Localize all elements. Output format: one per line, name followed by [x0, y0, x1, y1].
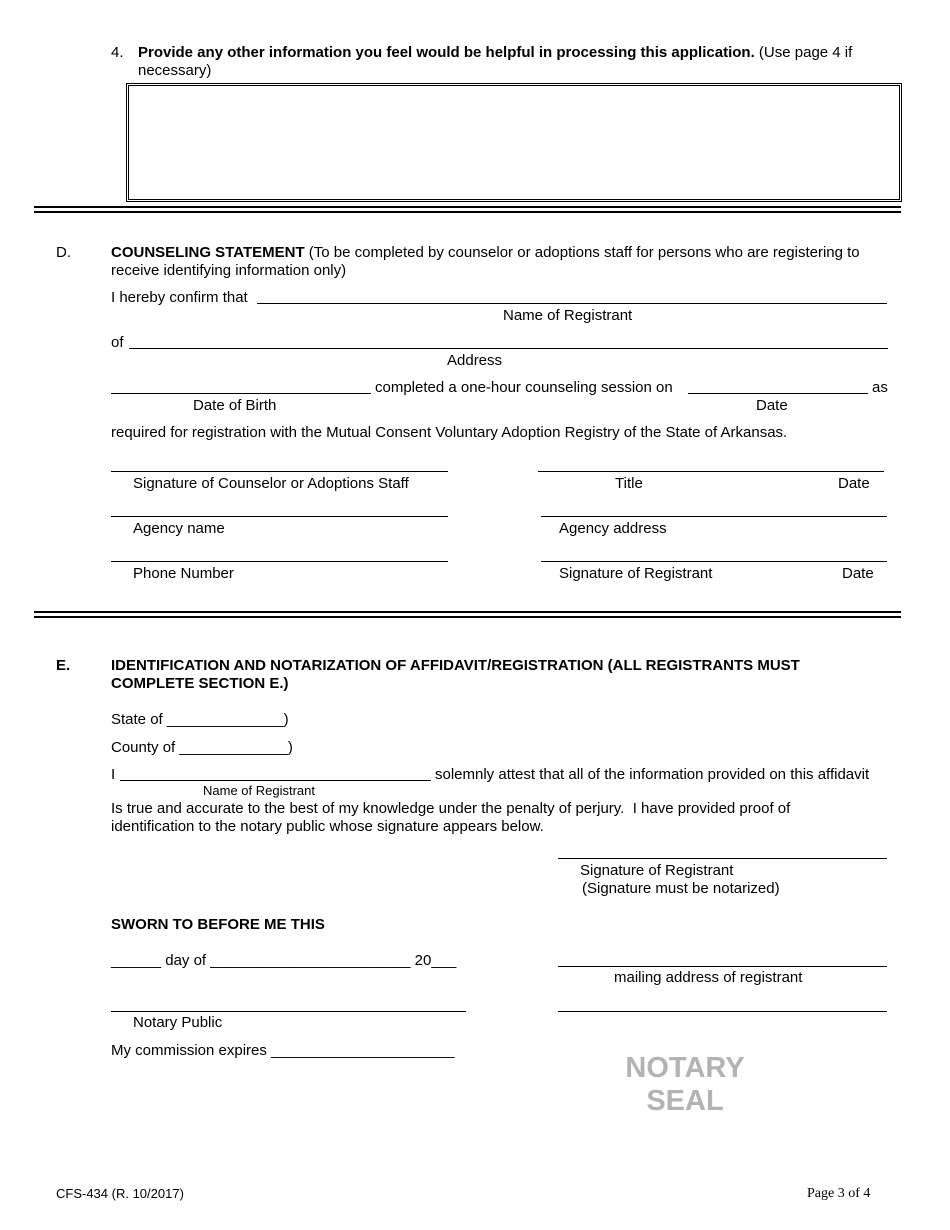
additional-info-textbox[interactable] [126, 83, 902, 202]
mailing-address-label: mailing address of registrant [614, 969, 803, 986]
registrant-date-label: Date [842, 565, 874, 582]
sworn-heading: SWORN TO BEFORE ME THIS [111, 916, 325, 933]
notary-public-field[interactable] [111, 1011, 466, 1012]
page-number: Page 3 of 4 [807, 1186, 871, 1201]
agency-address-label: Agency address [559, 520, 667, 537]
section-d-heading: COUNSELING STATEMENT [111, 244, 305, 261]
registrant-address-field[interactable] [129, 348, 888, 349]
truth-statement-line2: identification to the notary public whose signature appears below. [111, 818, 544, 835]
section-d-intro-rest: (To be completed by counselor or adoptions staff for persons who are registering to [304, 244, 860, 261]
truth-statement-line1: Is true and accurate to the best of my knowledge under the penalty of perjury. I have provided proof of [111, 800, 791, 817]
i-text: I [111, 766, 116, 783]
registrant-signature-notarized-field[interactable] [558, 858, 887, 859]
date-label: Date [756, 397, 788, 414]
title-date-field[interactable] [538, 471, 884, 472]
section-d-intro [111, 244, 860, 262]
date-of-birth-label: Date of Birth [193, 397, 277, 414]
question-4-line2: necessary) [138, 62, 212, 79]
section-e-heading-line2: COMPLETE SECTION E.) [111, 675, 289, 692]
signature-note: (Signature must be notarized) [582, 880, 780, 897]
of-text: of [111, 334, 124, 351]
notary-public-label: Notary Public [133, 1014, 223, 1031]
agency-name-field[interactable] [111, 516, 448, 517]
section-e-heading-line1: IDENTIFICATION AND NOTARIZATION OF AFFIDAVIT/REGISTRATION (ALL REGISTRANTS MUST [111, 657, 800, 674]
county-of-field[interactable]: County of _____________) [111, 739, 293, 756]
question-number: 4. [111, 44, 124, 61]
section-d-letter: D. [56, 244, 71, 261]
section-d-intro-line2: receive identifying information only) [111, 262, 347, 279]
section-divider [34, 611, 901, 618]
registrant-name-field[interactable] [257, 303, 887, 304]
address-label: Address [447, 352, 503, 369]
phone-number-label: Phone Number [133, 565, 234, 582]
attest-name-field[interactable] [120, 780, 431, 781]
notary-seal-placeholder: NOTARY SEAL [625, 1052, 745, 1117]
counselor-signature-field[interactable] [111, 471, 448, 472]
state-of-field[interactable]: State of ______________) [111, 711, 289, 728]
agency-name-label: Agency name [133, 520, 225, 537]
required-text: required for registration with the Mutual Consent Voluntary Adoption Registry of the State of Arkansas. [111, 424, 788, 441]
agency-address-field[interactable] [541, 516, 887, 517]
form-id: CFS-434 (R. 10/2017) [56, 1186, 184, 1201]
title-label: Title [615, 475, 643, 492]
question-4-text [138, 44, 852, 62]
commission-expires-field[interactable]: My commission expires ______________________ [111, 1042, 455, 1059]
mailing-address-field-2[interactable] [558, 1011, 887, 1012]
attest-name-label: Name of Registrant [203, 783, 315, 798]
attest-text: solemnly attest that all of the information provided on this affidavit [435, 766, 870, 783]
question-4-rest: (Use page 4 if [754, 44, 853, 61]
counselor-signature-label: Signature of Counselor or Adoptions Staff [133, 475, 409, 492]
as-text: as [872, 379, 888, 396]
day-of-field[interactable]: ______ day of ________________________ 20___ [111, 952, 457, 969]
e-registrant-signature-label: Signature of Registrant [580, 862, 734, 879]
phone-number-field[interactable] [111, 561, 448, 562]
registrant-signature-field[interactable] [541, 561, 887, 562]
mailing-address-field[interactable] [558, 966, 887, 967]
session-date-field[interactable] [688, 393, 868, 394]
question-4-bold: Provide any other information you feel would be helpful in processing this application. [138, 44, 755, 61]
date-of-birth-field[interactable] [111, 393, 371, 394]
section-divider [34, 206, 901, 213]
registrant-signature-label: Signature of Registrant [559, 565, 713, 582]
title-date-label: Date [838, 475, 870, 492]
section-e-letter: E. [56, 657, 71, 674]
session-text: completed a one-hour counseling session on [375, 379, 673, 396]
confirm-text: I hereby confirm that [111, 289, 248, 306]
name-of-registrant-label: Name of Registrant [503, 307, 633, 324]
